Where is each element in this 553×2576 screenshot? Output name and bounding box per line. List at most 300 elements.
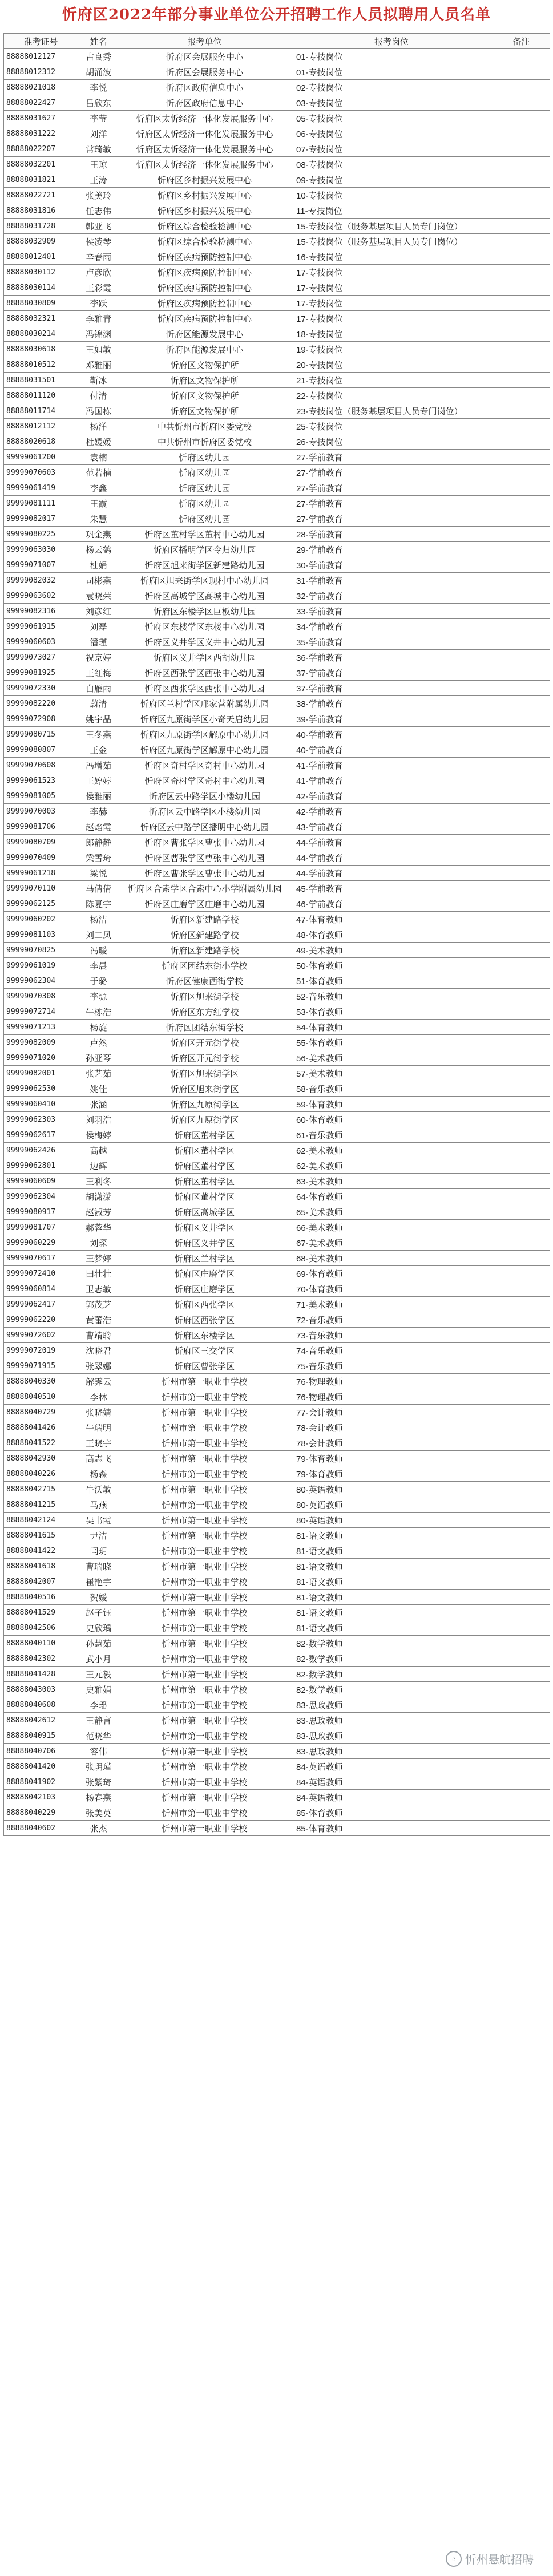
cell-name: 李林 <box>78 1389 119 1405</box>
cell-remark <box>493 1004 550 1020</box>
cell-remark <box>493 1620 550 1636</box>
cell-remark <box>493 1358 550 1374</box>
table-row <box>4 835 550 850</box>
cell-exam-id: 88888040706 <box>4 1744 78 1759</box>
cell-unit: 忻府区西张学区 <box>119 1297 290 1312</box>
cell-exam-id: 88888012312 <box>4 64 78 80</box>
cell-position: 69-体育教师 <box>290 1266 493 1281</box>
table-row <box>4 1004 550 1020</box>
cell-name: 贺媛 <box>78 1590 119 1605</box>
cell-position: 85-体育教师 <box>290 1805 493 1821</box>
cell-name: 杜媛媛 <box>78 434 119 450</box>
table-row <box>4 1281 550 1297</box>
cell-exam-id: 99999071020 <box>4 1050 78 1066</box>
cell-remark <box>493 1435 550 1451</box>
cell-unit: 忻府区东楼学区 <box>119 1328 290 1343</box>
table-row <box>4 1713 550 1728</box>
cell-remark <box>493 511 550 527</box>
table-row <box>4 1774 550 1790</box>
table-row <box>4 1174 550 1189</box>
cell-exam-id: 99999082316 <box>4 604 78 619</box>
cell-remark <box>493 1035 550 1050</box>
cell-name: 冯增茹 <box>78 758 119 773</box>
cell-position: 01-专技岗位 <box>290 49 493 64</box>
cell-position: 35-学前教育 <box>290 634 493 650</box>
cell-unit: 忻府区云中路学区小楼幼儿园 <box>119 804 290 819</box>
cell-remark <box>493 973 550 989</box>
cell-remark <box>493 419 550 434</box>
cell-position: 83-思政教师 <box>290 1728 493 1744</box>
table-row <box>4 296 550 311</box>
cell-remark <box>493 1266 550 1281</box>
cell-position: 01-专技岗位 <box>290 64 493 80</box>
table-row <box>4 403 550 419</box>
cell-position: 61-音乐教师 <box>290 1127 493 1143</box>
cell-unit: 忻府区能源发展中心 <box>119 342 290 357</box>
cell-exam-id: 99999062617 <box>4 1127 78 1143</box>
table-row <box>4 1590 550 1605</box>
cell-exam-id: 88888041902 <box>4 1774 78 1790</box>
cell-name: 史欣瑀 <box>78 1620 119 1636</box>
cell-name: 赵子钰 <box>78 1605 119 1620</box>
table-row <box>4 711 550 727</box>
table-row <box>4 1697 550 1713</box>
cell-unit: 忻府区团结东街小学校 <box>119 958 290 973</box>
cell-remark <box>493 588 550 604</box>
table-row <box>4 1297 550 1312</box>
table-row <box>4 357 550 373</box>
cell-position: 83-思政教师 <box>290 1744 493 1759</box>
cell-remark <box>493 326 550 342</box>
cell-exam-id: 99999072019 <box>4 1343 78 1358</box>
cell-remark <box>493 1050 550 1066</box>
table-row <box>4 1066 550 1081</box>
cell-unit: 忻府区开元街学校 <box>119 1035 290 1050</box>
cell-unit: 忻府区疾病预防控制中心 <box>119 249 290 265</box>
cell-name: 高越 <box>78 1143 119 1158</box>
cell-unit: 忻州市第一职业中学校 <box>119 1713 290 1728</box>
table-row <box>4 388 550 403</box>
cell-position: 21-专技岗位 <box>290 373 493 388</box>
cell-unit: 忻府区云中路学区播明中心幼儿园 <box>119 819 290 835</box>
table-row <box>4 465 550 480</box>
cell-position: 25-专技岗位 <box>290 419 493 434</box>
table-row <box>4 1405 550 1420</box>
cell-name: 沈晓君 <box>78 1343 119 1358</box>
table-row <box>4 1620 550 1636</box>
cell-unit: 忻府区三交学区 <box>119 1343 290 1358</box>
cell-exam-id: 99999061419 <box>4 480 78 496</box>
cell-unit: 忻府区九原街学区 <box>119 1112 290 1127</box>
cell-name: 于璐 <box>78 973 119 989</box>
cell-unit: 忻府区西张学区 <box>119 1312 290 1328</box>
table-row <box>4 1158 550 1174</box>
table-row <box>4 265 550 280</box>
cell-name: 张翠娜 <box>78 1358 119 1374</box>
table-row <box>4 1081 550 1097</box>
cell-name: 任志伟 <box>78 203 119 219</box>
cell-position: 76-物理教师 <box>290 1374 493 1389</box>
cell-remark <box>493 850 550 866</box>
cell-position: 66-美术教师 <box>290 1220 493 1235</box>
cell-exam-id: 99999072714 <box>4 1004 78 1020</box>
cell-exam-id: 88888011714 <box>4 403 78 419</box>
cell-remark <box>493 111 550 126</box>
cell-remark <box>493 1281 550 1297</box>
cell-unit: 忻府区兰村学区邢家营附属幼儿园 <box>119 696 290 711</box>
cell-unit: 忻州市第一职业中学校 <box>119 1466 290 1482</box>
cell-remark <box>493 758 550 773</box>
cell-exam-id: 99999060603 <box>4 634 78 650</box>
cell-name: 姚佳 <box>78 1081 119 1097</box>
cell-position: 56-美术教师 <box>290 1050 493 1066</box>
cell-exam-id: 88888030809 <box>4 296 78 311</box>
cell-remark <box>493 1189 550 1204</box>
cell-name: 孙亚琴 <box>78 1050 119 1066</box>
table-row <box>4 157 550 172</box>
cell-name: 李赫 <box>78 804 119 819</box>
cell-exam-id: 99999070003 <box>4 804 78 819</box>
table-row <box>4 1035 550 1050</box>
cell-position: 26-专技岗位 <box>290 434 493 450</box>
table-row <box>4 1805 550 1821</box>
cell-unit: 忻府区义井学区西胡幼儿园 <box>119 650 290 665</box>
cell-name: 冯暖 <box>78 943 119 958</box>
cell-unit: 忻府区曹张学区曹张中心幼儿园 <box>119 866 290 881</box>
cell-unit: 忻府区会展服务中心 <box>119 49 290 64</box>
cell-remark <box>493 881 550 896</box>
table-row <box>4 773 550 788</box>
cell-position: 82-数学教师 <box>290 1636 493 1651</box>
table-row <box>4 912 550 927</box>
cell-remark <box>493 742 550 758</box>
table-row <box>4 496 550 511</box>
cell-position: 37-学前教育 <box>290 681 493 696</box>
cell-exam-id: 99999062220 <box>4 1312 78 1328</box>
cell-position: 08-专技岗位 <box>290 157 493 172</box>
cell-unit: 忻府区文物保护所 <box>119 373 290 388</box>
cell-exam-id: 99999081706 <box>4 819 78 835</box>
table-row <box>4 219 550 234</box>
cell-position: 54-体育教师 <box>290 1020 493 1035</box>
cell-name: 孙慧茹 <box>78 1636 119 1651</box>
table-row <box>4 111 550 126</box>
cell-exam-id: 99999060229 <box>4 1235 78 1251</box>
cell-name: 邓雅丽 <box>78 357 119 373</box>
cell-unit: 忻府区幼儿园 <box>119 496 290 511</box>
cell-position: 43-学前教育 <box>290 819 493 835</box>
table-row <box>4 1513 550 1528</box>
table-row <box>4 665 550 681</box>
cell-position: 84-英语教师 <box>290 1790 493 1805</box>
cell-position: 27-学前教育 <box>290 511 493 527</box>
cell-exam-id: 99999061523 <box>4 773 78 788</box>
cell-exam-id: 99999071007 <box>4 557 78 573</box>
table-row <box>4 1127 550 1143</box>
table-row <box>4 557 550 573</box>
cell-position: 72-音乐教师 <box>290 1312 493 1328</box>
cell-name: 刘羽浩 <box>78 1112 119 1127</box>
cell-remark <box>493 95 550 111</box>
cell-unit: 忻府区太忻经济一体化发展服务中心 <box>119 111 290 126</box>
table-row <box>4 1574 550 1590</box>
cell-unit: 忻府区开元街学校 <box>119 1050 290 1066</box>
cell-name: 牛沃敏 <box>78 1482 119 1497</box>
cell-position: 36-学前教育 <box>290 650 493 665</box>
cell-name: 侯凌琴 <box>78 234 119 249</box>
cell-unit: 忻府区播明学区令归幼儿园 <box>119 542 290 557</box>
cell-position: 77-会计教师 <box>290 1405 493 1420</box>
cell-position: 81-语文教师 <box>290 1528 493 1543</box>
cell-unit: 忻府区文物保护所 <box>119 403 290 419</box>
cell-position: 81-语文教师 <box>290 1559 493 1574</box>
cell-remark <box>493 681 550 696</box>
cell-position: 85-体育教师 <box>290 1821 493 1836</box>
cell-remark <box>493 249 550 265</box>
cell-unit: 忻府区九原街学区 <box>119 1097 290 1112</box>
cell-exam-id: 88888010512 <box>4 357 78 373</box>
cell-remark <box>493 1605 550 1620</box>
cell-unit: 忻州市第一职业中学校 <box>119 1405 290 1420</box>
cell-position: 22-专技岗位 <box>290 388 493 403</box>
cell-remark <box>493 141 550 157</box>
cell-unit: 忻府区旭来街学区新建路幼儿园 <box>119 557 290 573</box>
cell-unit: 忻州市第一职业中学校 <box>119 1374 290 1389</box>
cell-exam-id: 88888031627 <box>4 111 78 126</box>
table-row <box>4 1420 550 1435</box>
cell-position: 27-学前教育 <box>290 465 493 480</box>
cell-unit: 忻府区九原街学区小奇天启幼儿园 <box>119 711 290 727</box>
table-row <box>4 742 550 758</box>
cell-remark <box>493 357 550 373</box>
cell-exam-id: 88888040729 <box>4 1405 78 1420</box>
cell-remark <box>493 203 550 219</box>
cell-exam-id: 99999082017 <box>4 511 78 527</box>
cell-unit: 忻府区董村学区董村中心幼儿园 <box>119 527 290 542</box>
cell-unit: 忻州市第一职业中学校 <box>119 1482 290 1497</box>
cell-remark <box>493 1697 550 1713</box>
table-row <box>4 1636 550 1651</box>
table-row <box>4 1667 550 1682</box>
cell-unit: 忻州市第一职业中学校 <box>119 1605 290 1620</box>
cell-exam-id: 99999072410 <box>4 1266 78 1281</box>
cell-remark <box>493 1774 550 1790</box>
cell-unit: 忻府区义井学区义井中心幼儿园 <box>119 634 290 650</box>
table-row <box>4 943 550 958</box>
table-row <box>4 1821 550 1836</box>
cell-unit: 忻府区东楼学区东楼中心幼儿园 <box>119 619 290 634</box>
cell-exam-id: 99999082032 <box>4 573 78 588</box>
cell-position: 05-专技岗位 <box>290 111 493 126</box>
cell-exam-id: 99999062304 <box>4 1189 78 1204</box>
cell-name: 李鑫 <box>78 480 119 496</box>
table-row <box>4 650 550 665</box>
cell-name: 王梦婷 <box>78 1251 119 1266</box>
cell-exam-id: 99999063030 <box>4 542 78 557</box>
cell-unit: 忻府区旭来街学校 <box>119 989 290 1004</box>
cell-exam-id: 99999060814 <box>4 1281 78 1297</box>
cell-remark <box>493 665 550 681</box>
cell-position: 15-专技岗位（服务基层项目人员专门岗位） <box>290 234 493 249</box>
cell-unit: 忻府区政府信息中心 <box>119 95 290 111</box>
cell-exam-id: 99999080709 <box>4 835 78 850</box>
cell-remark <box>493 650 550 665</box>
cell-unit: 忻州市第一职业中学校 <box>119 1620 290 1636</box>
cell-exam-id: 99999080225 <box>4 527 78 542</box>
cell-exam-id: 99999063602 <box>4 588 78 604</box>
header-remark: 备注 <box>493 34 550 49</box>
cell-remark <box>493 434 550 450</box>
table-row <box>4 542 550 557</box>
table-row <box>4 311 550 326</box>
cell-exam-id: 88888021018 <box>4 80 78 95</box>
cell-position: 79-体育教师 <box>290 1451 493 1466</box>
table-body <box>4 49 550 1836</box>
cell-unit: 忻州市第一职业中学校 <box>119 1759 290 1774</box>
cell-name: 卫志敏 <box>78 1281 119 1297</box>
cell-remark <box>493 49 550 64</box>
cell-remark <box>493 1713 550 1728</box>
cell-name: 李塬 <box>78 989 119 1004</box>
cell-unit: 忻州市第一职业中学校 <box>119 1805 290 1821</box>
cell-unit: 忻府区东方红学校 <box>119 1004 290 1020</box>
cell-name: 黄蕾浩 <box>78 1312 119 1328</box>
cell-position: 81-语文教师 <box>290 1574 493 1590</box>
cell-remark <box>493 1682 550 1697</box>
cell-name: 侯梅婷 <box>78 1127 119 1143</box>
cell-position: 07-专技岗位 <box>290 141 493 157</box>
table-row <box>4 989 550 1004</box>
cell-name: 袁晓荣 <box>78 588 119 604</box>
cell-name: 卢彦欣 <box>78 265 119 280</box>
cell-unit: 忻府区乡村振兴发展中心 <box>119 188 290 203</box>
table-row <box>4 234 550 249</box>
table-row <box>4 1482 550 1497</box>
cell-remark <box>493 234 550 249</box>
cell-name: 张美玲 <box>78 188 119 203</box>
cell-remark <box>493 711 550 727</box>
cell-name: 王霞 <box>78 496 119 511</box>
cell-unit: 忻州市第一职业中学校 <box>119 1667 290 1682</box>
table-row <box>4 249 550 265</box>
cell-exam-id: 99999070308 <box>4 989 78 1004</box>
cell-remark <box>493 64 550 80</box>
cell-name: 王涛 <box>78 172 119 188</box>
cell-name: 解霁云 <box>78 1374 119 1389</box>
cell-exam-id: 88888032201 <box>4 157 78 172</box>
cell-name: 杨春燕 <box>78 1790 119 1805</box>
cell-name: 刘二凤 <box>78 927 119 943</box>
cell-remark <box>493 1220 550 1235</box>
cell-unit: 忻府区太忻经济一体化发展服务中心 <box>119 157 290 172</box>
cell-name: 王红梅 <box>78 665 119 681</box>
cell-position: 78-会计教师 <box>290 1420 493 1435</box>
cell-unit: 忻府区疾病预防控制中心 <box>119 280 290 296</box>
cell-name: 杜娟 <box>78 557 119 573</box>
cell-remark <box>493 188 550 203</box>
cell-position: 73-音乐教师 <box>290 1328 493 1343</box>
cell-unit: 忻州市第一职业中学校 <box>119 1682 290 1697</box>
cell-exam-id: 99999062304 <box>4 973 78 989</box>
cell-remark <box>493 1343 550 1358</box>
cell-remark <box>493 1127 550 1143</box>
cell-remark <box>493 296 550 311</box>
cell-name: 李悦 <box>78 80 119 95</box>
table-row <box>4 1744 550 1759</box>
cell-name: 刘洋 <box>78 126 119 141</box>
cell-position: 42-学前教育 <box>290 804 493 819</box>
table-row <box>4 927 550 943</box>
cell-unit: 忻州市第一职业中学校 <box>119 1744 290 1759</box>
cell-position: 46-学前教育 <box>290 896 493 912</box>
cell-unit: 忻府区疾病预防控制中心 <box>119 311 290 326</box>
cell-exam-id: 88888041422 <box>4 1543 78 1559</box>
cell-unit: 忻府区疾病预防控制中心 <box>119 296 290 311</box>
cell-position: 15-专技岗位（服务基层项目人员专门岗位） <box>290 219 493 234</box>
cell-unit: 忻州市第一职业中学校 <box>119 1697 290 1713</box>
cell-remark <box>493 1636 550 1651</box>
cell-remark <box>493 1066 550 1081</box>
cell-name: 姚宇晶 <box>78 711 119 727</box>
cell-exam-id: 88888042124 <box>4 1513 78 1528</box>
cell-remark <box>493 1790 550 1805</box>
cell-exam-id: 99999070608 <box>4 758 78 773</box>
cell-name: 范晓华 <box>78 1728 119 1744</box>
cell-position: 42-学前教育 <box>290 788 493 804</box>
cell-name: 武小月 <box>78 1651 119 1667</box>
cell-exam-id: 88888042103 <box>4 1790 78 1805</box>
cell-name: 白雁雨 <box>78 681 119 696</box>
cell-remark <box>493 403 550 419</box>
cell-name: 朱慧 <box>78 511 119 527</box>
table-row <box>4 1097 550 1112</box>
cell-position: 65-美术教师 <box>290 1204 493 1220</box>
cell-exam-id: 99999072330 <box>4 681 78 696</box>
cell-exam-id: 99999062426 <box>4 1143 78 1158</box>
cell-position: 76-物理教师 <box>290 1389 493 1405</box>
cell-unit: 忻府区奇村学区奇村中心幼儿园 <box>119 773 290 788</box>
cell-exam-id: 88888031728 <box>4 219 78 234</box>
cell-exam-id: 99999072602 <box>4 1328 78 1343</box>
cell-name: 靳冰 <box>78 373 119 388</box>
cell-remark <box>493 1420 550 1435</box>
cell-position: 57-美术教师 <box>290 1066 493 1081</box>
table-row <box>4 1143 550 1158</box>
cell-unit: 忻府区太忻经济一体化发展服务中心 <box>119 141 290 157</box>
table-row <box>4 1189 550 1204</box>
cell-remark <box>493 927 550 943</box>
cell-name: 李跃 <box>78 296 119 311</box>
cell-position: 19-专技岗位 <box>290 342 493 357</box>
cell-position: 17-专技岗位 <box>290 265 493 280</box>
cell-remark <box>493 1097 550 1112</box>
cell-exam-id: 88888032909 <box>4 234 78 249</box>
cell-name: 范若楠 <box>78 465 119 480</box>
cell-name: 潘瑾 <box>78 634 119 650</box>
cell-remark <box>493 465 550 480</box>
cell-unit: 忻府区奇村学区奇村中心幼儿园 <box>119 758 290 773</box>
cell-name: 袁楠 <box>78 450 119 465</box>
cell-exam-id: 99999062530 <box>4 1081 78 1097</box>
cell-remark <box>493 1312 550 1328</box>
cell-name: 王如敏 <box>78 342 119 357</box>
cell-name: 杨云鹤 <box>78 542 119 557</box>
cell-name: 陈夏宇 <box>78 896 119 912</box>
cell-remark <box>493 1759 550 1774</box>
cell-position: 64-体育教师 <box>290 1189 493 1204</box>
cell-remark <box>493 604 550 619</box>
cell-position: 50-体育教师 <box>290 958 493 973</box>
